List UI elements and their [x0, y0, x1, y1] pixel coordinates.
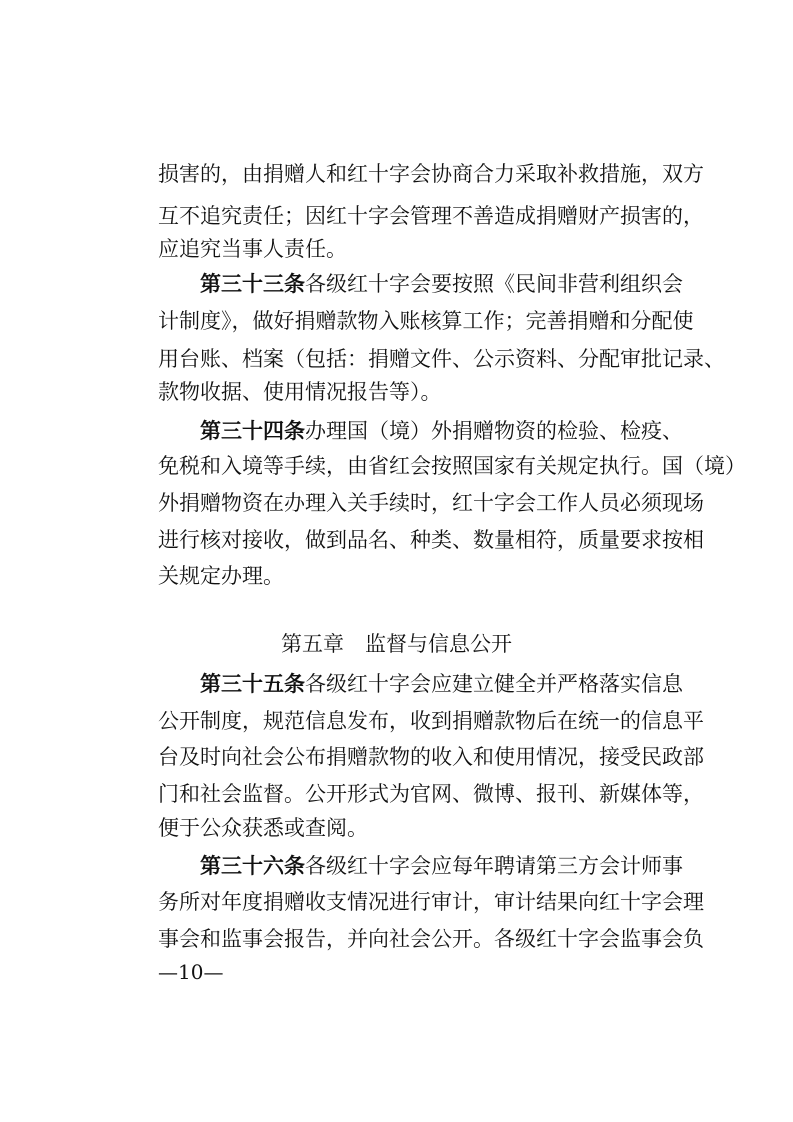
body-text-line: 公开制度，规范信息发布，收到捐赠款物后在统一的信息平 — [158, 709, 704, 733]
chapter-title: 第五章 监督与信息公开 — [281, 632, 512, 656]
body-text: 各级红十字会要按照《民间非营利组织会 — [305, 272, 683, 296]
body-text-line: 互不追究责任；因红十字会管理不善造成捐赠财产损害的， — [158, 204, 704, 228]
body-text-line: 用台账、档案（包括：捐赠文件、公示资料、分配审批记录、 — [158, 347, 725, 371]
article-first-line — [200, 415, 683, 447]
body-text-line: 台及时向社会公布捐赠款物的收入和使用情况，接受民政部 — [158, 745, 704, 769]
body-text-line: 事会和监事会报告，并向社会公开。各级红十字会监事会负 — [158, 927, 704, 951]
body-text-line: 门和社会监督。公开形式为官网、微博、报刊、新媒体等， — [158, 782, 704, 806]
body-text: 各级红十字会应建立健全并严格落实信息 — [305, 672, 683, 696]
article-first-line — [200, 850, 683, 882]
body-text-line: 便于公众获悉或查阅。 — [158, 816, 368, 840]
body-text-line: 款物收据、使用情况报告等）。 — [158, 380, 442, 404]
body-text: 办理国（境）外捐赠物资的检验、检疫、 — [305, 419, 683, 443]
body-text-line: 关规定办理。 — [158, 564, 284, 588]
body-text-line: 损害的，由捐赠人和红十字会协商合力采取补救措施，双方 — [158, 162, 704, 186]
body-text-line: 计制度》，做好捐赠款物入账核算工作；完善捐赠和分配使 — [158, 309, 694, 333]
article-heading: 第三十六条 — [200, 854, 305, 878]
article-heading: 第三十五条 — [200, 672, 305, 696]
article-heading: 第三十三条 — [200, 272, 305, 296]
article-heading: 第三十四条 — [200, 419, 305, 443]
body-text: 各级红十字会应每年聘请第三方会计师事 — [305, 854, 683, 878]
body-text-line: 务所对年度捐赠收支情况进行审计，审计结果向红十字会理 — [158, 890, 704, 914]
article-first-line — [200, 268, 683, 300]
body-text-line: 外捐赠物资在办理入关手续时，红十字会工作人员必须现场 — [158, 491, 704, 515]
body-text-line: 免税和入境等手续，由省红会按照国家有关规定执行。国（境） — [158, 454, 746, 478]
body-text-line: 应追究当事人责任。 — [158, 237, 347, 261]
page-number: —10— — [158, 960, 224, 984]
article-first-line — [200, 668, 683, 700]
body-text-line: 进行核对接收，做到品名、种类、数量相符，质量要求按相 — [158, 528, 704, 552]
